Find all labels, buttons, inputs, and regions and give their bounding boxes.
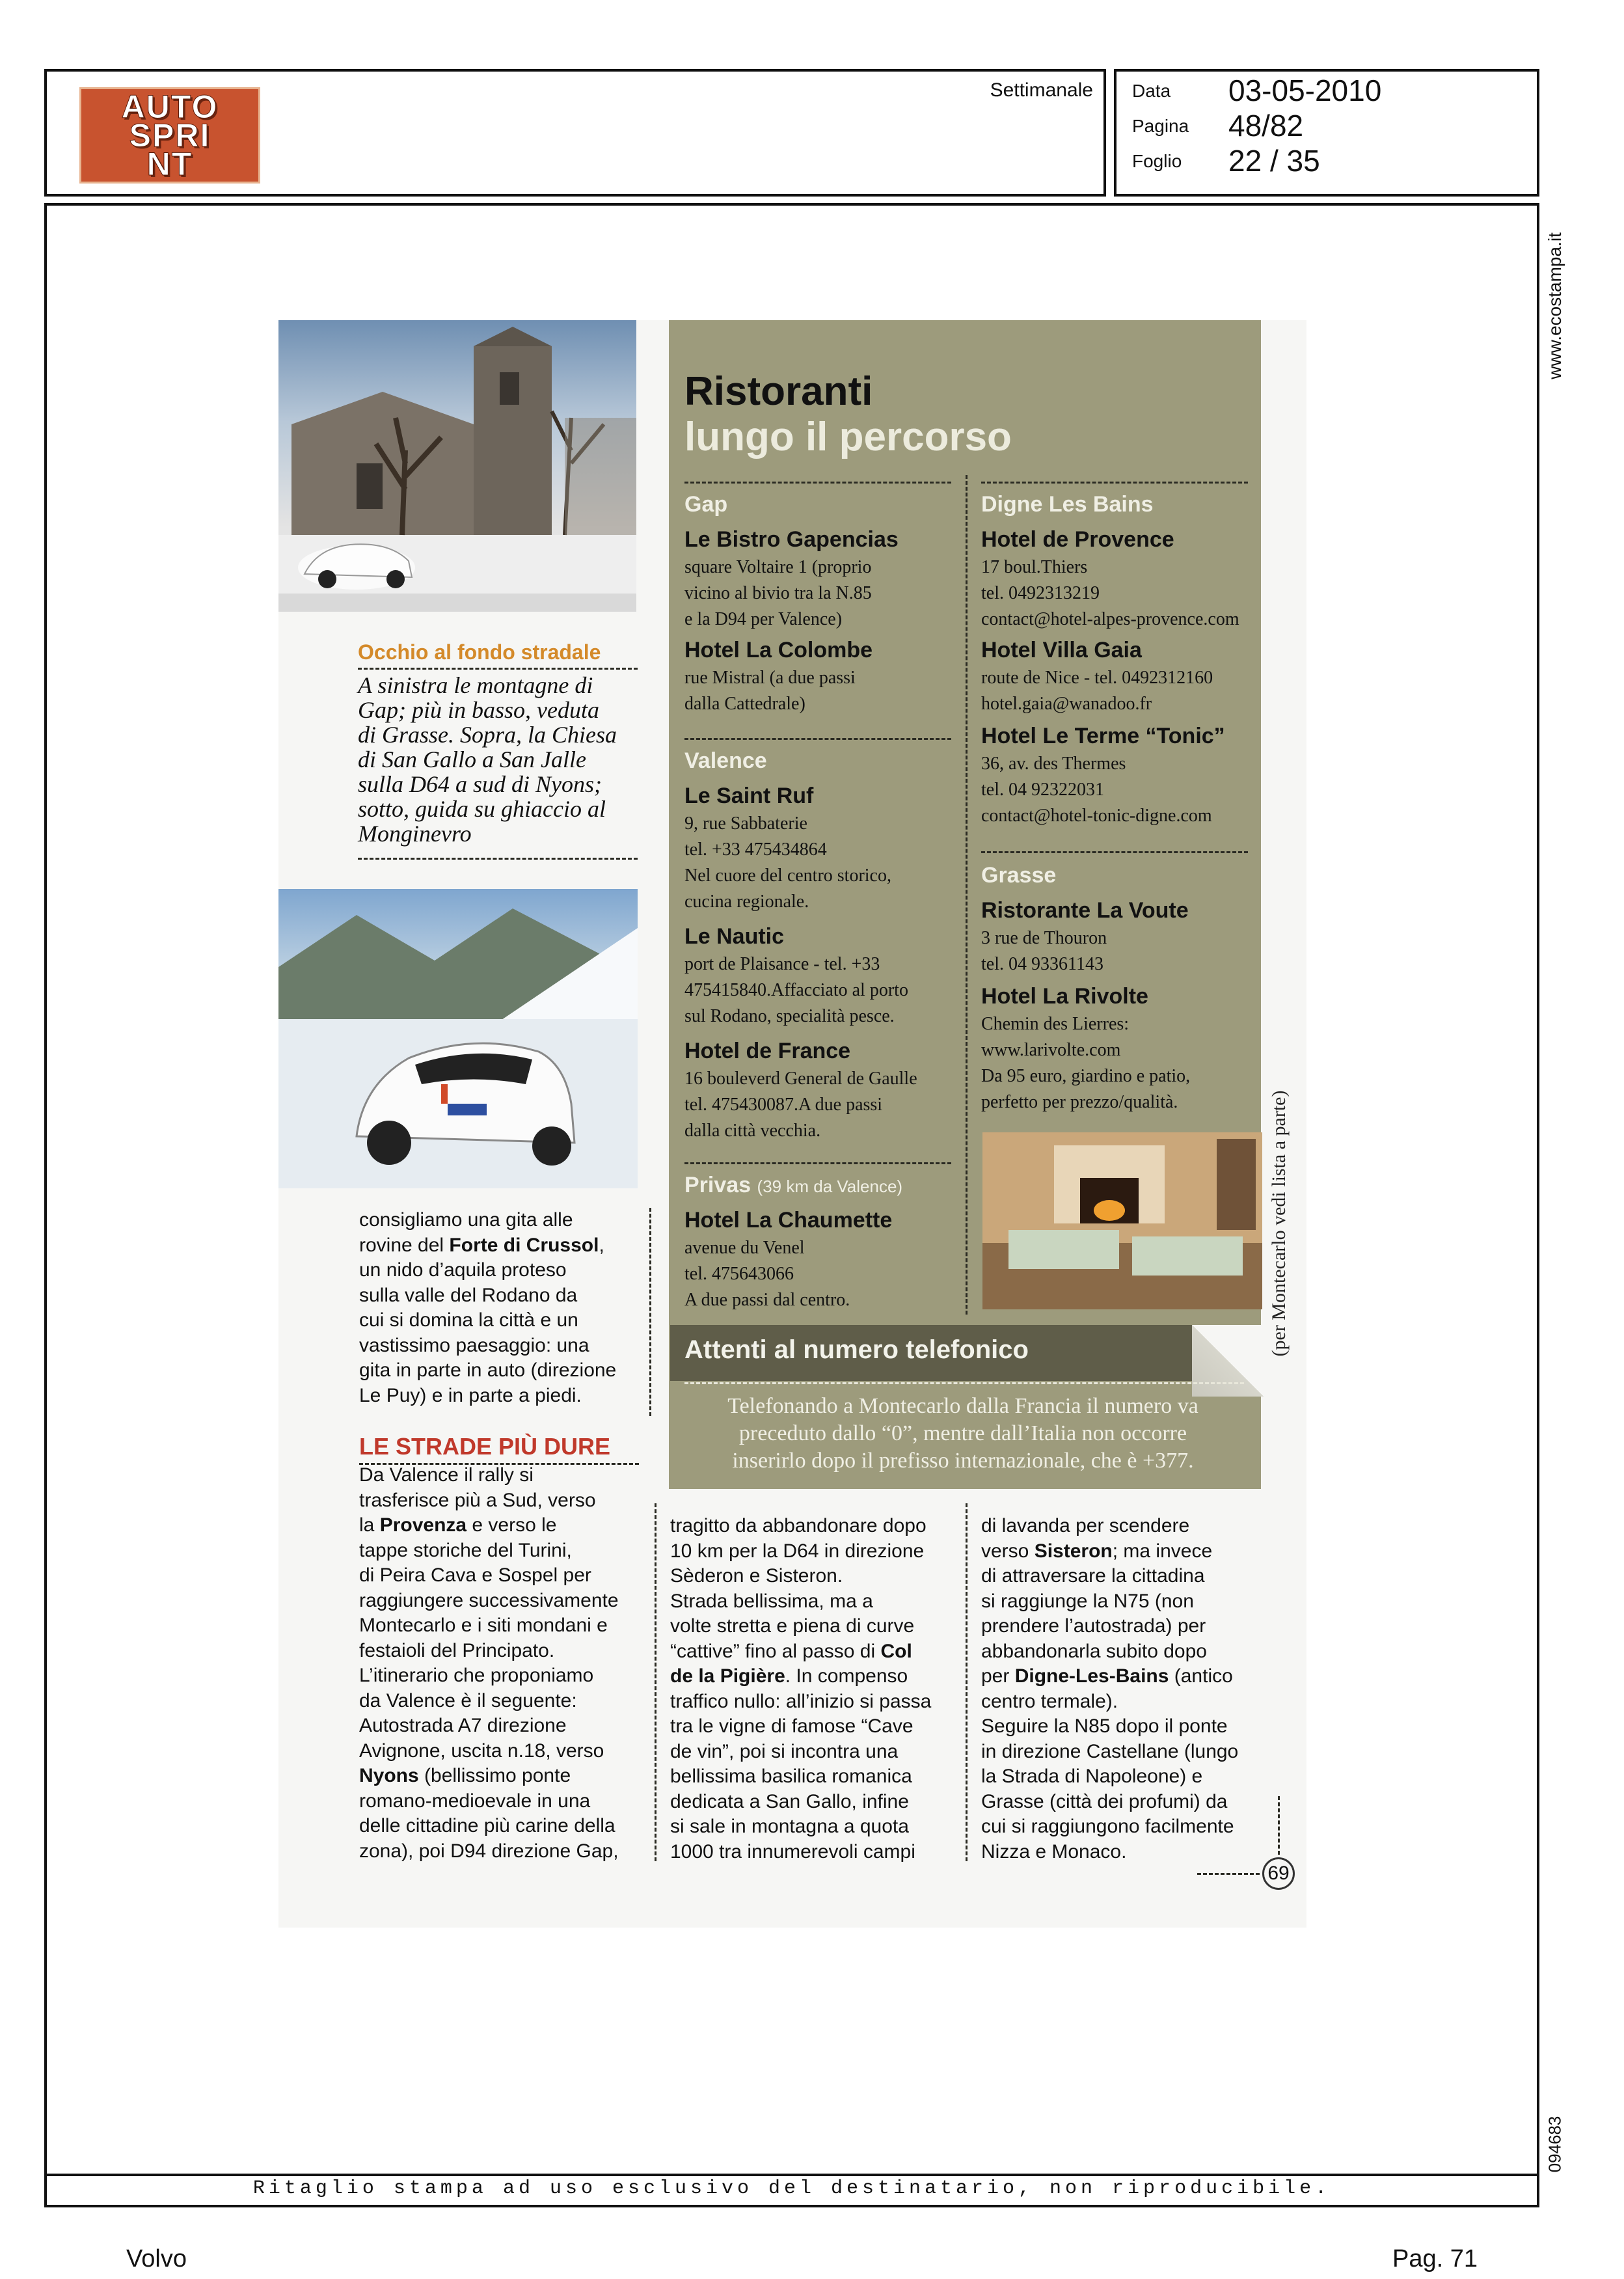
article-nyons: Nyons xyxy=(359,1765,419,1786)
footer-rule xyxy=(44,2174,1539,2176)
city-valence: Valence xyxy=(684,748,767,773)
article-provenza: Provenza xyxy=(379,1514,467,1536)
article-sisteron: Sisteron xyxy=(1034,1540,1113,1562)
logo-line-2: SPRI xyxy=(129,117,211,154)
venue-ristorante-la-voute: Ristorante La Voute xyxy=(981,898,1189,923)
article-col1-bottom-a: Da Valence il rally si trasferisce più a Sud, verso la xyxy=(359,1464,596,1536)
venue-le-bistro-gapencias: Le Bistro Gapencias xyxy=(684,527,899,552)
article-col3-c: ; ma invece di attraversare la cittadina si raggiunge la N75 (non prendere l’autostrada) per abbandonarla subito dopo per xyxy=(981,1540,1213,1687)
venue-hotel-la-colombe: Hotel La Colombe xyxy=(684,638,873,662)
venue-info-le-nautic: port de Plaisance - tel. +33 475415840.Affacciato al porto sul Rodano, specialità pesce. xyxy=(684,954,908,1026)
divider-privas xyxy=(684,1162,951,1164)
page-label: Pagina xyxy=(1132,116,1189,136)
divider-digne xyxy=(981,482,1248,484)
side-code-text: 094683 xyxy=(1545,2116,1565,2173)
page-number: Pag. 71 xyxy=(1392,2245,1478,2272)
article-forte-di-crussol: Forte di Crussol xyxy=(449,1234,599,1256)
city-privas-distance: (39 km da Valence) xyxy=(757,1177,903,1196)
sheet-label: Foglio xyxy=(1132,151,1182,171)
article-col23-divider xyxy=(966,1503,968,1861)
article-col2-c: . In compenso traffico nullo: all’inizio si passa tra le vigne di famose “Cave de vin”, poi si incontra una bellissima basilica romanica dedicata a San Gallo, infine si sale in montagna a quota 1000 tra innumerevoli campi xyxy=(670,1665,932,1863)
venue-hotel-le-terme-tonic: Hotel Le Terme “Tonic” xyxy=(981,724,1225,748)
venue-hotel-la-chaumette: Hotel La Chaumette xyxy=(684,1208,893,1233)
city-privas-name: Privas xyxy=(684,1173,751,1197)
divider-gap xyxy=(684,482,951,484)
church-illustration xyxy=(278,320,636,612)
article-col3 xyxy=(981,1514,1238,1864)
venue-info-le-bistro-gapencias: square Voltaire 1 (proprio vicino al bivio tra la N.85 e la D94 per Valence) xyxy=(684,557,872,629)
venue-info-ristorante-la-voute: 3 rue de Thouron tel. 04 93361143 xyxy=(981,928,1107,974)
venue-info-le-saint-ruf: 9, rue Sabbaterie tel. +33 475434864 Nel cuore del centro storico, cucina regionale. xyxy=(684,813,891,912)
city-gap: Gap xyxy=(684,492,728,517)
restaurant-interior-photo xyxy=(982,1132,1262,1309)
article-col3-a: di lavanda per scendere verso xyxy=(981,1515,1190,1562)
article-col1-divider xyxy=(649,1208,651,1416)
venue-le-nautic: Le Nautic xyxy=(684,924,785,949)
city-digne-les-bains: Digne Les Bains xyxy=(981,492,1154,517)
side-code xyxy=(1542,2108,1568,2180)
sidebar-column-divider xyxy=(966,475,968,1315)
article-col1-bottom xyxy=(359,1463,619,1864)
logo-line-1: AUTO xyxy=(121,89,219,125)
sidebar-title-line1: Ristoranti xyxy=(684,369,873,414)
venue-hotel-de-france: Hotel de France xyxy=(684,1039,851,1063)
clipping-notice: Ritaglio stampa ad uso esclusivo del destinatario, non riproducibile. xyxy=(252,2177,1331,2200)
date-label: Data xyxy=(1132,81,1171,101)
venue-hotel-la-rivolte: Hotel La Rivolte xyxy=(981,984,1148,1009)
logo-line-3: NT xyxy=(146,146,193,182)
caption-title: Occhio al fondo stradale xyxy=(358,640,601,664)
article-digne-les-bains: Digne-Les-Bains xyxy=(1014,1665,1169,1687)
venue-info-hotel-la-rivolte: Chemin des Lierres: www.larivolte.com Da 95 euro, giardino e patio, perfetto per prezzo/qualità. xyxy=(981,1014,1191,1112)
montecarlo-note xyxy=(1265,1080,1293,1367)
venue-info-hotel-le-terme-tonic: 36, av. des Thermes tel. 04 92322031 contact@hotel-tonic-digne.com xyxy=(981,754,1212,826)
side-url xyxy=(1542,221,1568,390)
venue-hotel-villa-gaia: Hotel Villa Gaia xyxy=(981,638,1142,662)
car-on-ice-illustration xyxy=(278,889,638,1188)
venue-hotel-de-provence: Hotel de Provence xyxy=(981,527,1174,552)
article-col12-divider xyxy=(655,1503,656,1861)
divider-valence xyxy=(684,738,951,740)
telephone-box-text: Telefonando a Montecarlo dalla Francia il numero va preceduto dallo “0”, mentre dall’Italia non occorre inserirlo dopo il prefisso internazionale, che è +377. xyxy=(727,1394,1198,1473)
article-col2-a: tragitto da abbandonare dopo 10 km per la D64 in direzione Sèderon e Sisteron. Strada bellissima, ma a volte stretta e piena di curve “cattive” fino al passo di xyxy=(670,1515,927,1662)
autosprint-logo xyxy=(79,87,260,184)
article-col1-bottom-c: e verso le tappe storiche del Turini, di Peira Cava e Sospel per raggiungere successivamente Montecarlo e i siti mondani e festaioli del Principato. L’itinerario che proponiamo da Valence è il seguente: Autostrada A7 direzione Avignone, uscita n.18, verso xyxy=(359,1514,619,1762)
city-privas xyxy=(684,1173,902,1198)
church-photo xyxy=(278,320,636,612)
page-folio: 69 xyxy=(1262,1857,1295,1890)
article-col1-bottom-e: (bellissimo ponte romano-medioevale in una delle cittadine più carine della zona), poi D94 direzione Gap, xyxy=(359,1765,619,1862)
brand-label: Volvo xyxy=(126,2245,187,2272)
venue-info-hotel-villa-gaia: route de Nice - tel. 0492312160 hotel.gaia@wanadoo.fr xyxy=(981,668,1213,714)
restaurant-illustration xyxy=(982,1132,1262,1309)
divider-grasse xyxy=(981,851,1248,853)
caption-text: A sinistra le montagne di Gap; più in basso, veduta di Grasse. Sopra, la Chiesa di San Gallo a San Jalle sulla D64 a sud di Nyons; sotto, guida su ghiaccio al Monginevro xyxy=(358,672,617,847)
venue-le-saint-ruf: Le Saint Ruf xyxy=(684,784,814,808)
section-title-strade: LE STRADE PIÙ DURE xyxy=(359,1433,611,1460)
article-col1-top-a: consigliamo una gita alle rovine del xyxy=(359,1209,573,1256)
folio-dash-vertical xyxy=(1278,1796,1280,1855)
ice-driving-photo xyxy=(278,889,638,1188)
article-col1-top-c: , un nido d’aquila proteso sulla valle del Rodano da cui si domina la città e un vastissimo paesaggio: una gita in parte in auto (direzione Le Puy) e in parte a piedi. xyxy=(359,1234,617,1406)
telephone-box-title: Attenti al numero telefonico xyxy=(684,1335,1029,1364)
caption-divider-top xyxy=(358,668,638,670)
article-col-de-la-pigiere: Col de la Pigière xyxy=(670,1640,912,1687)
venue-info-hotel-la-chaumette: avenue du Venel tel. 475643066 A due passi dal centro. xyxy=(684,1238,850,1310)
page-fold-corner xyxy=(1192,1325,1264,1397)
city-grasse: Grasse xyxy=(981,863,1057,888)
date-value: 03-05-2010 xyxy=(1228,74,1382,107)
montecarlo-note-text: (per Montecarlo vedi lista a parte) xyxy=(1268,1090,1290,1357)
telephone-divider xyxy=(684,1382,1244,1384)
venue-info-hotel-la-colombe: rue Mistral (a due passi dalla Cattedrale) xyxy=(684,668,856,714)
page-value: 48/82 xyxy=(1228,109,1304,143)
article-col3-e: (antico centro termale). Seguire la N85 dopo il ponte in direzione Castellane (lungo la Strada di Napoleone) e Grasse (città dei profumi) da cui si raggiungono facilmente Nizza e Monaco. xyxy=(981,1665,1239,1863)
article-col1-top xyxy=(359,1208,616,1408)
folio-dash-horizontal xyxy=(1197,1873,1260,1875)
caption-divider-bottom xyxy=(358,858,638,860)
sidebar-title-line2: lungo il percorso xyxy=(684,415,1012,459)
venue-info-hotel-de-france: 16 bouleverd General de Gaulle tel. 475430087.A due passi dalla città vecchia. xyxy=(684,1069,917,1141)
side-url-text: www.ecostampa.it xyxy=(1545,232,1565,379)
article-col2 xyxy=(670,1514,931,1864)
frequency-label: Settimanale xyxy=(990,79,1093,101)
venue-info-hotel-de-provence: 17 boul.Thiers tel. 0492313219 contact@hotel-alpes-provence.com xyxy=(981,557,1239,629)
sheet-value: 22 / 35 xyxy=(1228,144,1320,178)
